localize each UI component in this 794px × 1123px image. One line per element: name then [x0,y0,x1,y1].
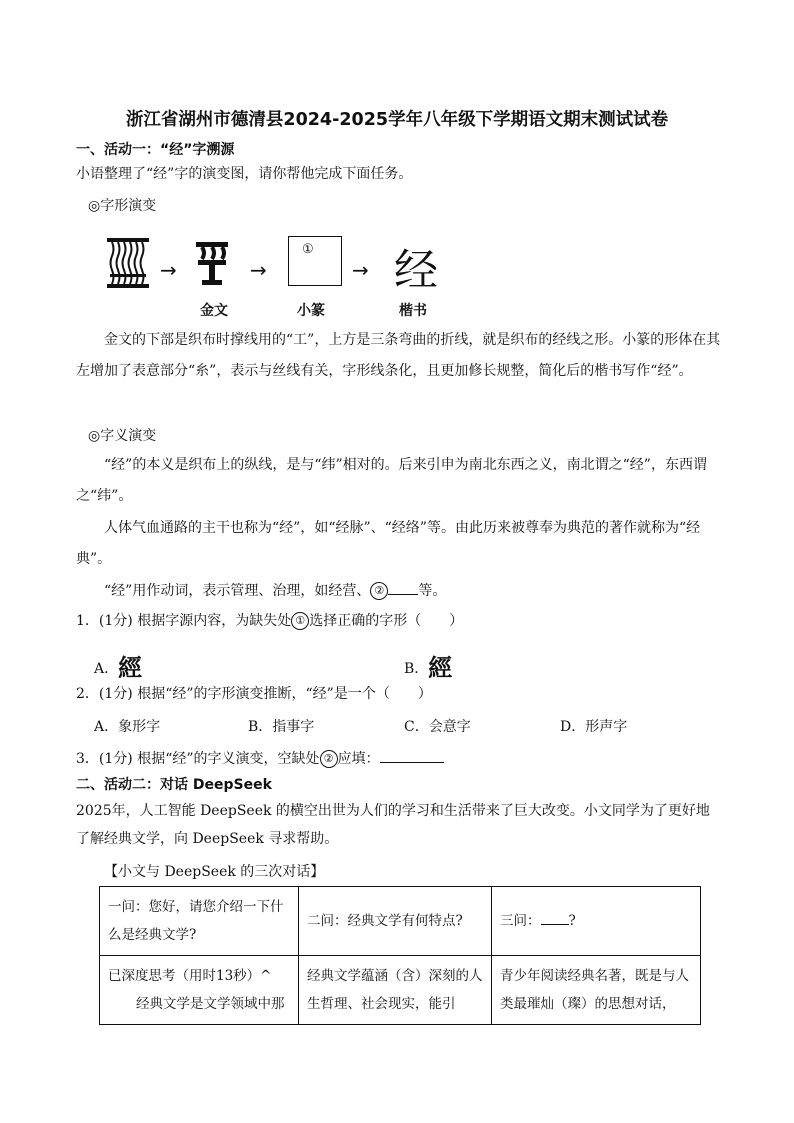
q1-option-b[interactable] [404,648,452,683]
para4-suffix: 等。 [418,583,447,599]
glyph-evolution-figure [100,228,460,328]
box-marker: ① [302,242,314,257]
table-cell-q1: 一问：您好，请您介绍一下什么是经典文学? [100,887,299,956]
q1-option-a[interactable] [94,648,142,683]
a1-line1: 已深度思考（用时13秒）^ [108,968,272,984]
q3-suffix: 应填： [337,751,380,767]
dialogue-table [99,886,701,1025]
meaning-paragraph-1: “经”的本义是织布上的纵线，是与“纬”相对的。后来引申为南北东西之义，南北谓之“经”，东西谓之“纬”。 [76,457,707,504]
q3-marker: ② [320,750,338,768]
exam-title: 浙江省湖州市德清县2024-2025学年八年级下学期语文期末测试试卷 [125,110,669,130]
section1-heading: 一、活动一：“经”字溯源 [76,142,235,158]
q3-prefix: 3．(1分) 根据“经”的字义演变，空缺处 [76,751,320,767]
question-3 [76,748,722,769]
q2-option-a[interactable]: A．象形字 [94,719,161,735]
q1-option-a-label: A． [94,661,119,677]
table-cell-a3: 青少年阅读经典名著，既是与人类最璀灿（璨）的思想对话， [492,956,701,1025]
table-cell-q2: 二问：经典文学有何特点? [299,887,492,956]
caption-seal: 小篆 [297,303,325,319]
arrow-1: → [160,258,177,282]
section1-intro: 小语整理了“经”字的演变图，请你帮他完成下面任务。 [76,166,413,182]
question-1 [76,611,722,631]
meaning-paragraph-2: 人体气血通路的主干也称为“经”，如“经脉”、“经络”等。由此历来被尊奉为典范的著作就称为“经典”。 [76,520,701,567]
q1-prefix: 1．(1分) 根据字源内容，为缺失处 [76,613,292,629]
q3-question-blank[interactable] [541,910,569,925]
q3-question-suffix: ? [568,913,576,929]
table-cell-a1 [100,956,299,1025]
bronze-inscription-image [106,236,150,290]
blank-2 [388,580,418,595]
meaning-evolution-subheading: ◎字义演变 [88,428,157,444]
bronze-jing-glyph [192,240,232,286]
arrow-3: → [352,258,369,282]
q1-option-a-glyph: 經 [118,653,143,682]
q2-option-c[interactable]: C．会意字 [404,719,471,735]
q1-option-b-label: B． [404,661,429,677]
section2-heading: 二、活动二：对话 DeepSeek [76,777,272,793]
caption-regular: 楷书 [399,303,427,319]
table-cell-q3 [492,887,701,956]
q2-option-b[interactable]: B．指事字 [248,719,315,735]
q3-prefix-label: 三问： [500,913,541,929]
glyph-explanation-paragraph: 金文的下部是织布时撑线用的“工”，上方是三条弯曲的折线，就是织布的经线之形。小篆的形体在其左增加了表意部分“糸”，表示与丝线有关，字形线条化，且更加修长规整，简化后的楷书写作“经”。 [76,332,721,379]
caption-bronze: 金文 [200,303,228,319]
q3-answer-blank[interactable] [380,748,444,763]
q2-option-d[interactable]: D．形声字 [560,719,628,735]
q1-marker: ① [291,612,309,630]
para4-prefix: “经”用作动词，表示管理、治理，如经营、 [104,583,371,599]
section2-intro: 2025年，人工智能 DeepSeek 的横空出世为人们的学习和生活带来了巨大改变。小文同学为了更好地了解经典文学，向 DeepSeek 寻求帮助。 [76,803,710,847]
blank-marker-2: ② [370,582,388,600]
question-2: 2．(1分) 根据“经”的字形演变推断，“经”是一个（ ） [76,686,432,702]
arrow-2: → [250,258,267,282]
glyph-evolution-subheading: ◎字形演变 [88,198,157,214]
meaning-paragraph-3 [104,580,750,601]
table-row [100,887,701,956]
table-row [100,956,701,1025]
q1-option-b-glyph: 經 [428,654,453,682]
missing-seal-script-box [288,236,342,286]
table-cell-a2: 经典文学蕴涵（含）深刻的人生哲理、社会现实，能引 [299,956,492,1025]
a1-line2: 经典文学是文学领域中那 [136,996,285,1012]
dialogue-table-caption: 【小文与 DeepSeek 的三次对话】 [104,864,325,880]
q1-suffix: 选择正确的字形（ ） [309,613,464,629]
kaishu-jing-char: 经 [394,245,438,296]
